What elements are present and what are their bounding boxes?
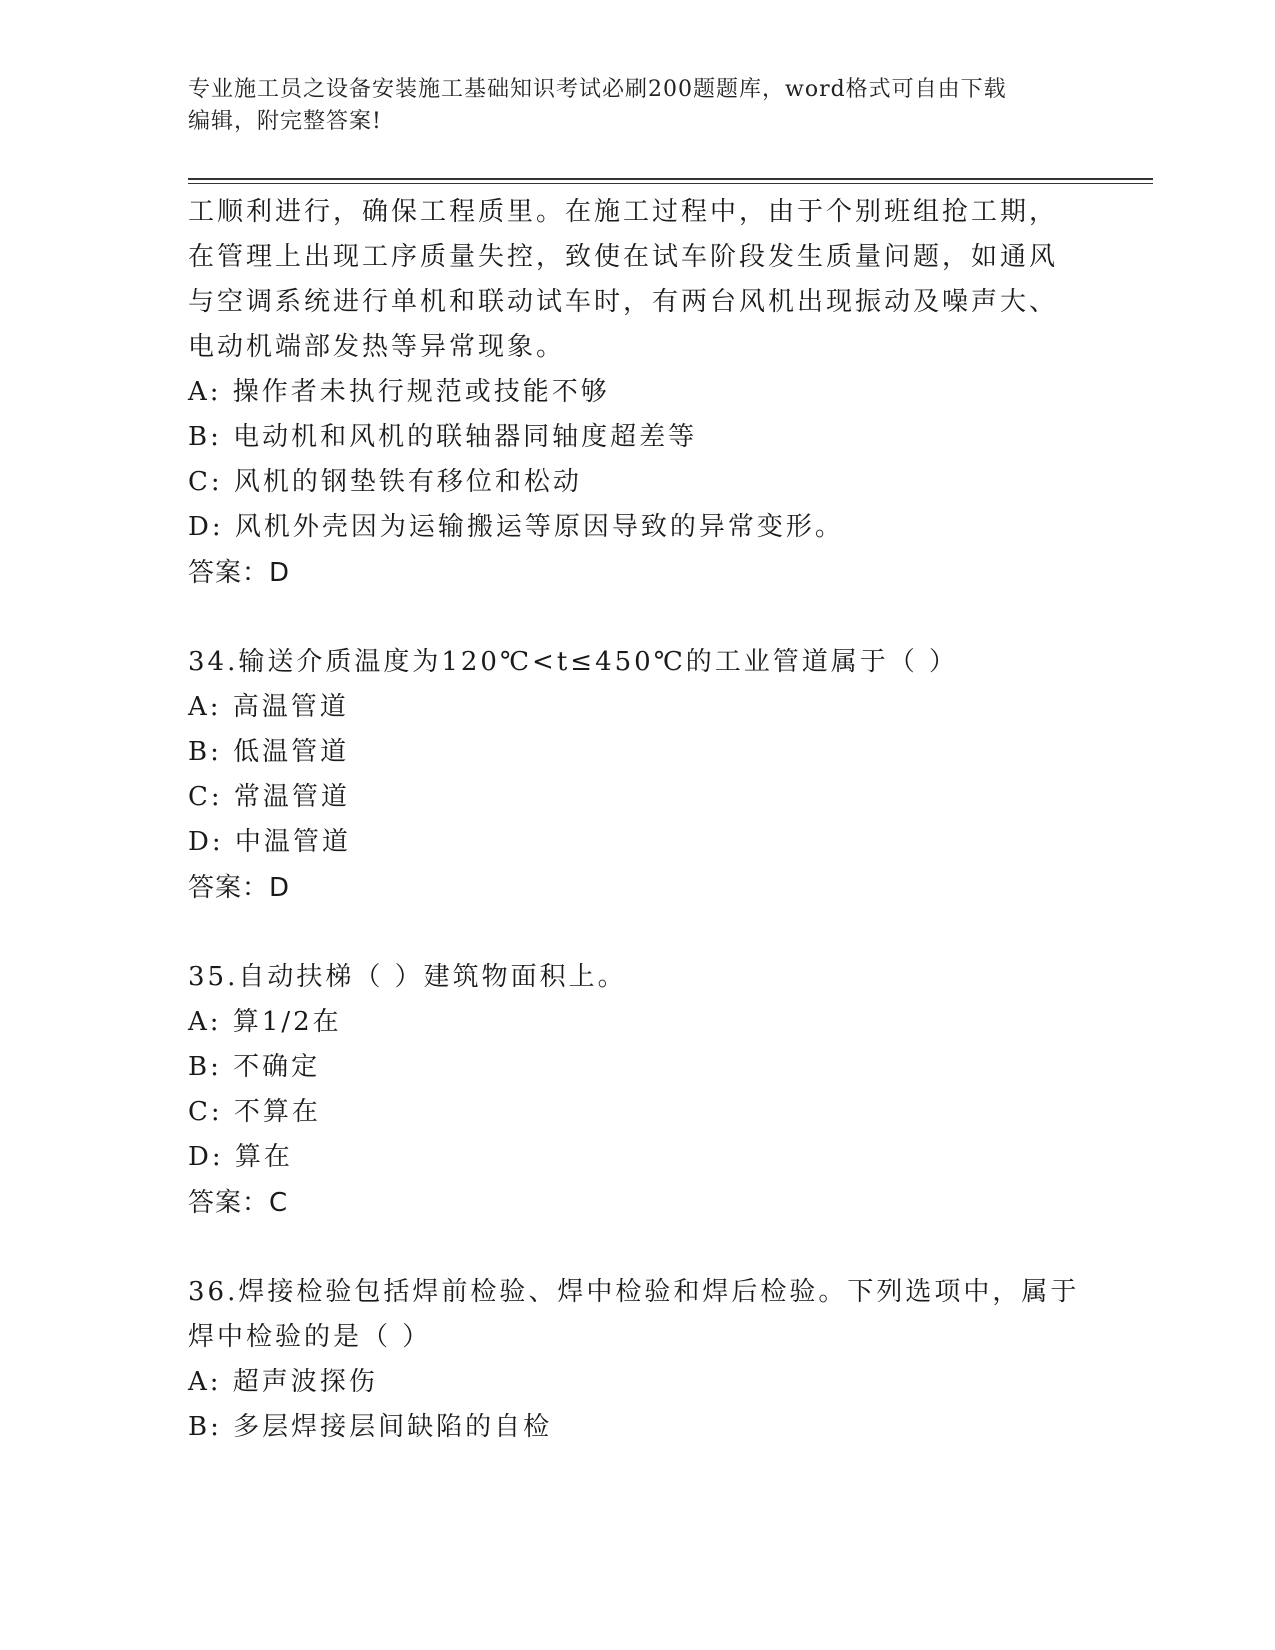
question-stem: 36.焊接检验包括焊前检验、焊中检验和焊后检验。下列选项中，属于 — [188, 1277, 1080, 1307]
answer: 答案：D — [188, 558, 291, 588]
header-divider-thick — [188, 178, 1153, 180]
option-d: D: 算在 — [188, 1142, 293, 1172]
answer: 答案：D — [188, 873, 291, 903]
stem-line: 在管理上出现工序质量失控，致使在试车阶段发生质量问题，如通风 — [188, 242, 1059, 272]
option-a: A: 超声波探伤 — [188, 1367, 378, 1397]
option-c: C: 常温管道 — [188, 782, 350, 812]
option-a: A: 操作者未执行规范或技能不够 — [188, 377, 610, 407]
header-divider-thin — [188, 183, 1153, 184]
stem-line: 与空调系统进行单机和联动试车时，有两台风机出现振动及噪声大、 — [188, 287, 1059, 317]
option-a: A: 算1/2在 — [188, 1007, 342, 1037]
option-d: D: 风机外壳因为运输搬运等原因导致的异常变形。 — [188, 512, 844, 542]
option-b: B: 低温管道 — [188, 737, 350, 767]
question-stem: 焊中检验的是（ ） — [188, 1322, 432, 1352]
option-d: D: 中温管道 — [188, 827, 351, 857]
answer: 答案：C — [188, 1188, 289, 1218]
option-c: C: 不算在 — [188, 1097, 321, 1127]
option-b: B: 不确定 — [188, 1052, 321, 1082]
question-36 — [188, 1270, 1088, 1450]
header-title-line-1: 专业施工员之设备安装施工基础知识考试必刷200题题库，word格式可自由下载 — [188, 77, 1007, 102]
document-body — [188, 190, 1088, 1450]
question-34 — [188, 640, 1088, 911]
question-35 — [188, 955, 1088, 1226]
stem-line: 工顺利进行，确保工程质里。在施工过程中，由于个别班组抢工期， — [188, 197, 1059, 227]
question-33-continuation — [188, 190, 1088, 596]
question-stem: 34.输送介质温度为120℃<t≤450℃的工业管道属于（ ） — [188, 647, 959, 677]
option-b: B: 多层焊接层间缺陷的自检 — [188, 1412, 553, 1442]
stem-line: 电动机端部发热等异常现象。 — [188, 332, 566, 362]
option-c: C: 风机的钢垫铁有移位和松动 — [188, 467, 582, 497]
option-b: B: 电动机和风机的联轴器同轴度超差等 — [188, 422, 698, 452]
page-header — [188, 74, 1088, 138]
option-a: A: 高温管道 — [188, 692, 349, 722]
header-title-line-2: 编辑，附完整答案! — [188, 109, 382, 134]
question-stem: 35.自动扶梯（ ）建筑物面积上。 — [188, 962, 627, 992]
